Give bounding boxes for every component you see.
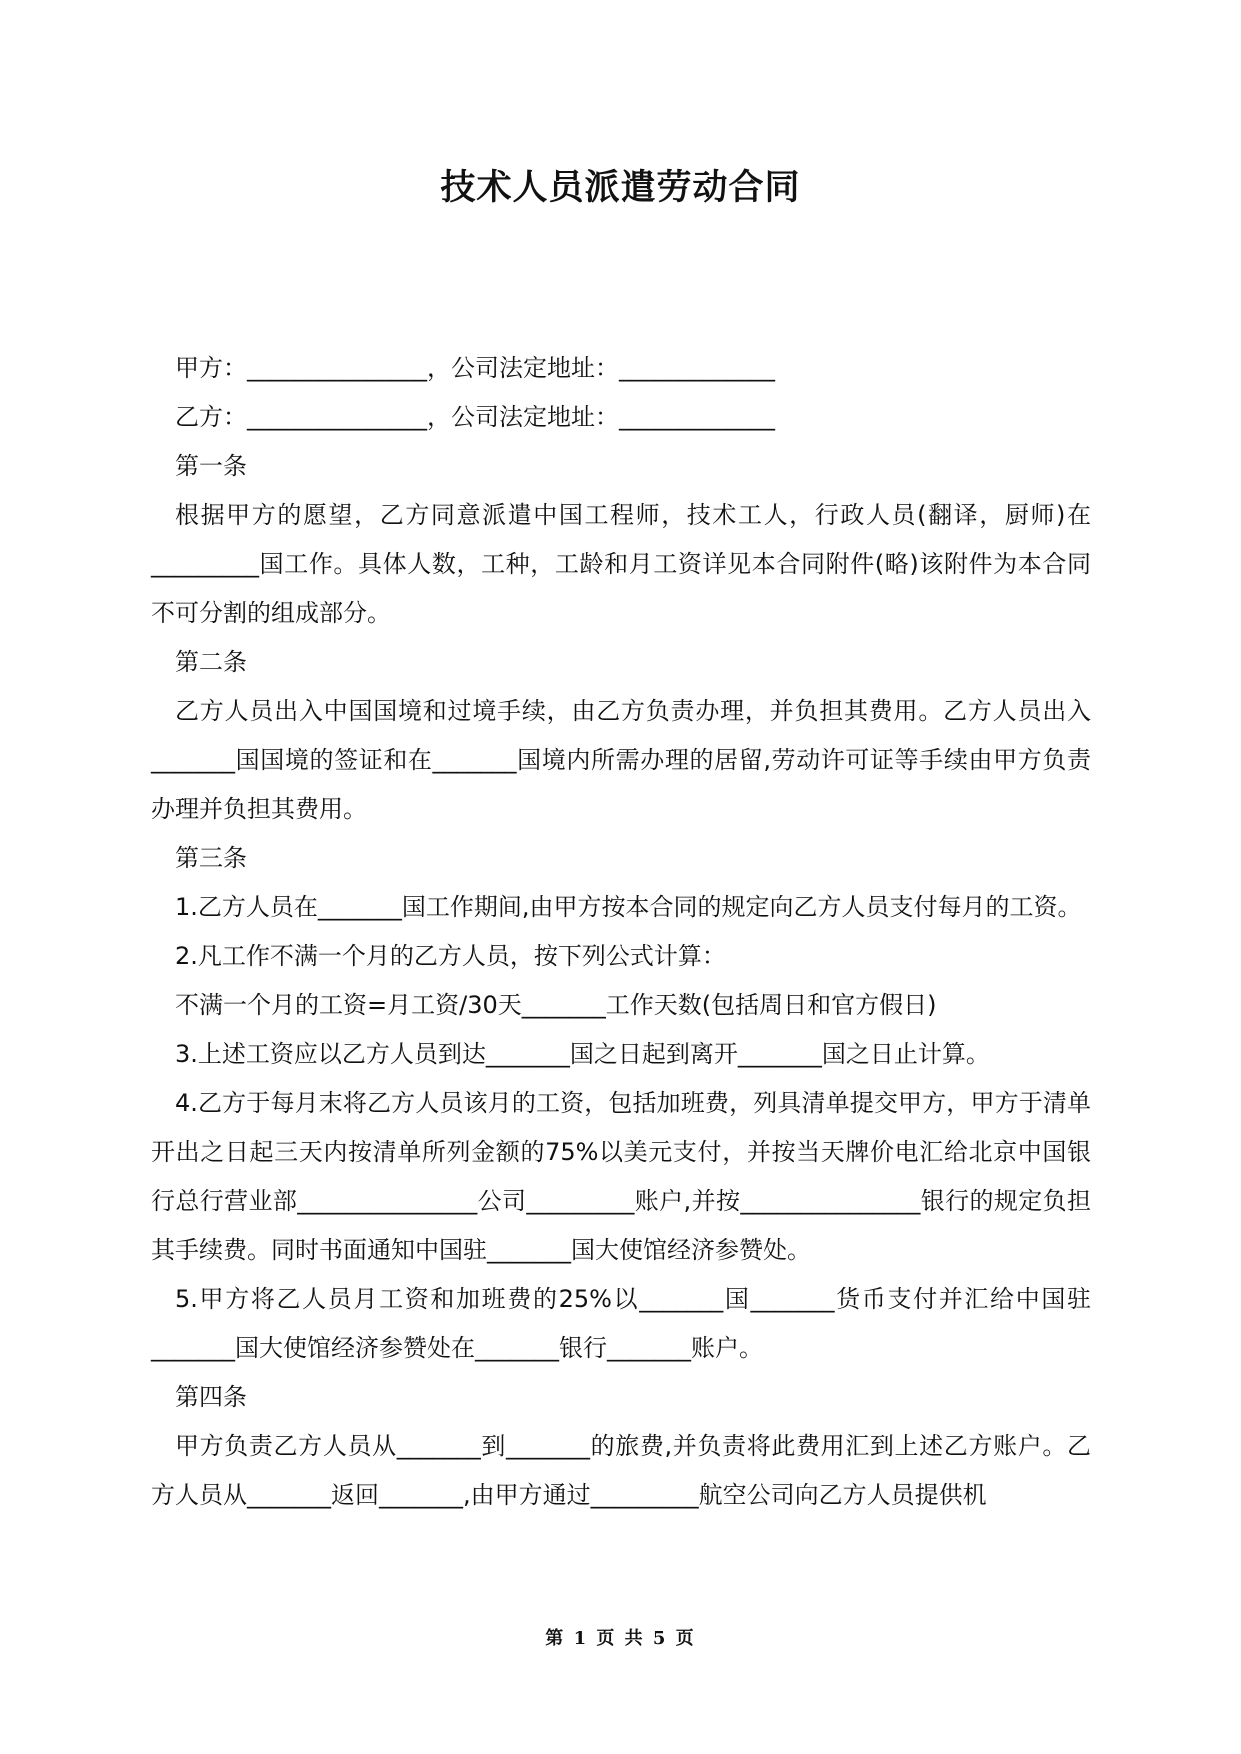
article-3-item-3: 3.上述工资应以乙方人员到达_______国之日起到离开_______国之日止计算。: [175, 1040, 990, 1068]
party-a-line: 甲方：_______________，公司法定地址：_____________: [175, 354, 775, 382]
article-2-text: 乙方人员出入中国国境和过境手续，由乙方负责办理，并负担其费用。乙方人员出入_______国国境的签证和在_______国境内所需办理的居留,劳动许可证等手续由甲方负责办理并负担其费用。: [151, 697, 1091, 823]
article-3-item-5: 5.甲方将乙人员月工资和加班费的25%以_______国_______货币支付并汇给中国驻_______国大使馆经济参赞处在_______银行_______账户。: [151, 1285, 1091, 1362]
article-3-item-2: 2.凡工作不满一个月的乙方人员，按下列公式计算：: [175, 942, 726, 970]
article-4-text: 甲方负责乙方人员从_______到_______的旅费,并负责将此费用汇到上述乙方账户。乙方人员从_______返回_______,由甲方通过_________航空公司向乙方人员提供机: [151, 1432, 1091, 1509]
article-3-item-1: 1.乙方人员在_______国工作期间,由甲方按本合同的规定向乙方人员支付每月的工资。: [175, 893, 1082, 921]
article-3-item-4: 4.乙方于每月末将乙方人员该月的工资，包括加班费，列具清单提交甲方，甲方于清单开出之日起三天内按清单所列金额的75%以美元支付，并按当天牌价电汇给北京中国银行总行营业部_______________公司_________账户,并按_______________银行的规定负担其手续费。同时书面通知中国驻_______国大使馆经济参赞处。: [151, 1089, 1091, 1264]
document-body: [151, 344, 1091, 1520]
party-b-line: 乙方：_______________，公司法定地址：_____________: [175, 403, 775, 431]
article-1-text: 根据甲方的愿望，乙方同意派遣中国工程师，技术工人，行政人员(翻译，厨师)在_________国工作。具体人数，工种，工龄和月工资详见本合同附件(略)该附件为本合同不可分割的组成部分。: [151, 501, 1091, 627]
article-4-heading: 第四条: [175, 1383, 247, 1411]
document-title: 技术人员派遣劳动合同: [440, 168, 801, 208]
page-indicator: 第 1 页 共 5 页: [545, 1628, 696, 1649]
article-1-heading: 第一条: [175, 452, 247, 480]
wage-formula: 不满一个月的工资=月工资/30天_______工作天数(包括周日和官方假日): [175, 991, 937, 1019]
article-3-heading: 第三条: [175, 844, 247, 872]
article-2-heading: 第二条: [175, 648, 247, 676]
